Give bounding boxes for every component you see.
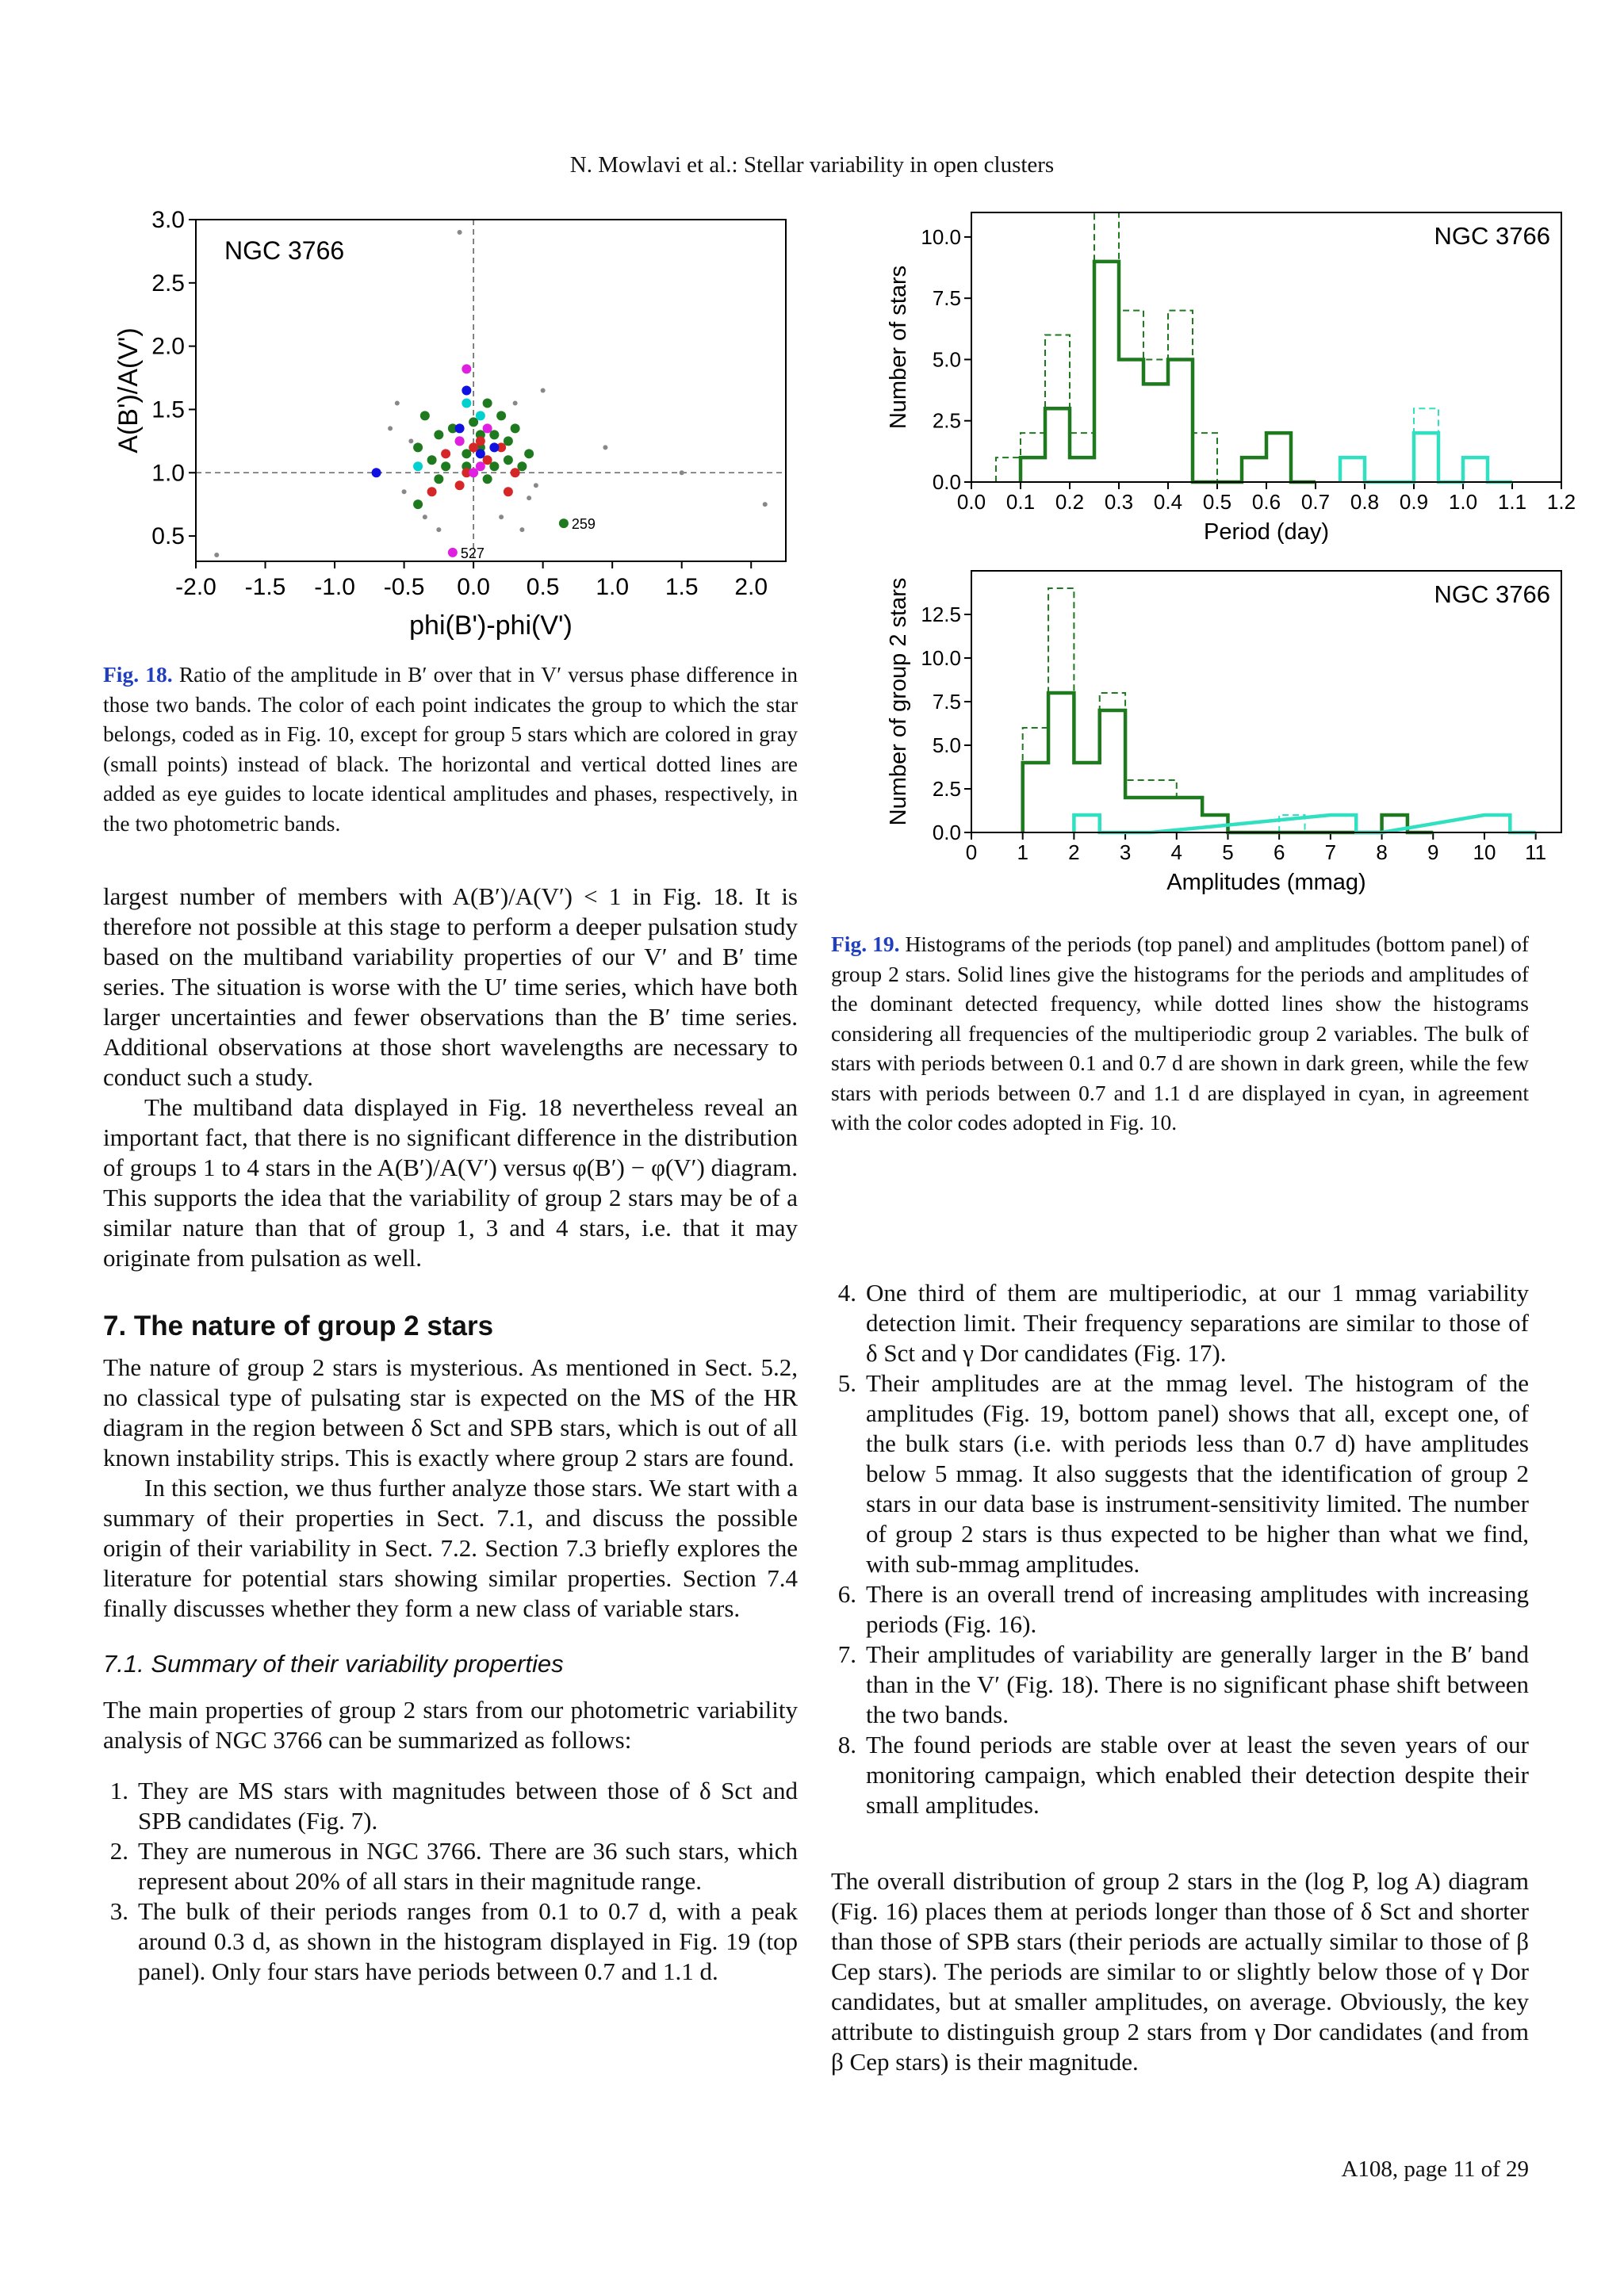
data-point-group-5 bbox=[423, 515, 427, 519]
x-tick-label: 1.5 bbox=[665, 574, 699, 600]
list-item: 1. They are MS stars with magnitudes between those of δ Sct and SPB candidates (Fig. 7). bbox=[109, 1777, 798, 1835]
properties-list-right bbox=[831, 1278, 1529, 1820]
data-point-group-1 bbox=[427, 455, 437, 465]
data-point-group-5 bbox=[395, 400, 400, 405]
bottom-panel-frame bbox=[971, 571, 1561, 832]
data-point-group-5 bbox=[603, 445, 607, 450]
fig18-scatter-plot bbox=[99, 202, 797, 646]
x-tick-label: 2.0 bbox=[734, 574, 768, 600]
x-tick-label: 9 bbox=[1427, 840, 1439, 864]
data-point-group-5 bbox=[763, 502, 768, 507]
bottom-panel-y-label: Number of group 2 stars bbox=[886, 577, 911, 826]
x-tick-label: 2 bbox=[1068, 840, 1080, 864]
data-point-group-1 bbox=[413, 499, 423, 509]
x-tick-label: 1 bbox=[1017, 840, 1028, 864]
data-point-group-1 bbox=[524, 449, 534, 458]
left-column bbox=[103, 882, 798, 1987]
data-point-group-2 bbox=[511, 468, 520, 477]
x-tick-label: 4 bbox=[1170, 840, 1183, 864]
data-point-group-4 bbox=[462, 364, 471, 373]
data-point-group-5 bbox=[458, 230, 462, 235]
list-item: 4. One third of them are multiperiodic, at our 1 mmag variability detection limit. Their frequency separations are similar to those of δ Sct and γ Dor candidates (Fig. 17). bbox=[837, 1279, 1529, 1367]
x-tick-label: 0.0 bbox=[457, 574, 490, 600]
data-point-group-5 bbox=[402, 489, 407, 494]
y-tick-label: 1.0 bbox=[151, 460, 185, 487]
x-tick-label: 0.2 bbox=[1055, 490, 1085, 514]
data-point-group-4 bbox=[448, 548, 458, 557]
x-tick-label: 0.0 bbox=[956, 490, 986, 514]
annotation-259: 259 bbox=[571, 516, 596, 533]
data-point-group-1 bbox=[559, 519, 569, 528]
x-tick-label: 0.1 bbox=[1005, 490, 1036, 514]
paragraph-summary: The main properties of group 2 stars from our photometric variability analysis of NGC 3766 can be summarized as follows: bbox=[103, 1696, 798, 1754]
data-point-group-4 bbox=[469, 468, 478, 477]
data-point-group-5 bbox=[513, 400, 518, 405]
data-point-group-1 bbox=[420, 411, 430, 420]
data-point-group-4 bbox=[455, 436, 465, 446]
histogram-dotted-green bbox=[1023, 588, 1434, 832]
paragraph-section-overview: In this section, we thus further analyze those stars. We start with a summary of their properties in Sect. 7.1, and discuss the possible origin of their variability in Sect. 7.2. Section 7.3 briefly explores the literature for potential stars showing similar properties. Section 7.4 finally discusses whether they form a new class of variable stars. bbox=[103, 1474, 798, 1622]
annotation-527: 527 bbox=[460, 545, 485, 561]
histogram-solid-cyan bbox=[1340, 433, 1512, 482]
x-axis-label: phi(B')-phi(V') bbox=[409, 610, 573, 641]
data-point-group-5 bbox=[527, 496, 531, 500]
bottom-panel-title: NGC 3766 bbox=[1434, 580, 1550, 608]
plot-frame bbox=[196, 220, 786, 561]
x-tick-label: 7 bbox=[1324, 840, 1337, 864]
data-point-group-1 bbox=[434, 474, 443, 484]
data-point-group-1 bbox=[483, 474, 492, 484]
y-tick-label: 2.5 bbox=[151, 270, 185, 297]
x-tick-label: 0.5 bbox=[1202, 490, 1232, 514]
x-tick-label: 10 bbox=[1473, 840, 1496, 864]
y-tick-label: 0.0 bbox=[932, 470, 961, 494]
data-point-group-2 bbox=[427, 487, 437, 496]
fig19-caption-label: Fig. 19. bbox=[831, 932, 900, 956]
data-point-group-2 bbox=[455, 480, 465, 490]
list-item: 3. The bulk of their periods ranges from 0.1 to 0.7 d, with a peak around 0.3 d, as shown in the histogram displayed in Fig. 19 (top panel). Only four stars have periods between 0.7 and 1.1 d. bbox=[109, 1897, 798, 1985]
y-tick-label: 5.0 bbox=[932, 733, 961, 757]
list-item: 6. There is an overall trend of increasing amplitudes with increasing periods (Fig. 16). bbox=[837, 1580, 1529, 1638]
paragraph-multiband: The multiband data displayed in Fig. 18 nevertheless reveal an important fact, that there is no significant difference in the distribution of groups 1 to 4 stars in the A(B′)/A(V′) versus φ(B′) − φ(V′) diagram. This supports the idea that the variability of group 2 stars may be of a similar nature than that of group 1, 3 and 4 stars, i.e. that it may originate from pulsation as well. bbox=[103, 1093, 798, 1272]
data-point-group-5 bbox=[519, 527, 524, 532]
x-tick-label: 0.9 bbox=[1399, 490, 1429, 514]
top-panel-x-label: Period (day) bbox=[1204, 519, 1329, 545]
list-item: 5. Their amplitudes are at the mmag level. The histogram of the amplitudes (Fig. 19, bottom panel) shows that all, except one, of the bulk stars (i.e. with periods less than 0.7 d) have amplitudes below 5 mmag. It also suggests that the identification of group 2 stars in our data base is instrument-sensitivity limited. The number of group 2 stars is thus expected to be higher than what we find, with sub-mmag amplitudes. bbox=[837, 1369, 1529, 1578]
data-point-group-1 bbox=[504, 455, 513, 465]
x-tick-label: -1.0 bbox=[314, 574, 355, 600]
x-tick-label: 0.5 bbox=[526, 574, 560, 600]
y-tick-label: 2.5 bbox=[932, 408, 961, 433]
y-tick-label: 3.0 bbox=[151, 207, 185, 233]
data-point-group-1 bbox=[496, 411, 506, 420]
data-point-group-4 bbox=[483, 423, 492, 433]
data-point-group-1 bbox=[441, 461, 450, 471]
x-tick-label: 0.3 bbox=[1104, 490, 1134, 514]
x-tick-label: 0.8 bbox=[1350, 490, 1380, 514]
y-tick-label: 2.5 bbox=[932, 777, 961, 801]
y-tick-label: 7.5 bbox=[932, 286, 961, 311]
data-point-group-5 bbox=[680, 470, 684, 475]
fig19-caption-text: Histograms of the periods (top panel) and amplitudes (bottom panel) of group 2 stars. Solid lines give the histograms for the periods and amplitudes of the dominant detected frequency, while dotted lines show the histograms considering all frequencies of the multiperiodic group 2 variables. The bulk of stars with periods between 0.1 and 0.7 d are shown in dark green, while the few stars with periods between 0.7 and 1.1 d are displayed in cyan, in agreement with the color codes adopted in Fig. 10. bbox=[831, 932, 1530, 1135]
x-tick-label: 0.7 bbox=[1300, 490, 1331, 514]
x-tick-label: 0.4 bbox=[1153, 490, 1183, 514]
page-footer: A108, page 11 of 29 bbox=[1341, 2156, 1529, 2182]
paragraph-nature: The nature of group 2 stars is mysterious. As mentioned in Sect. 5.2, no classical type of pulsating star is expected on the MS of the HR diagram in the region between δ Sct and SPB stars, which is out of all known instability strips. This is exactly where group 2 stars are found. bbox=[103, 1353, 798, 1471]
data-point-group-5 bbox=[499, 515, 504, 519]
data-point-group-1 bbox=[434, 430, 443, 439]
fig18-caption-label: Fig. 18. bbox=[103, 662, 173, 687]
data-point-group-3 bbox=[372, 468, 381, 477]
subsection-title: 7.1. Summary of their variability properties bbox=[103, 1650, 564, 1678]
data-point-group-1 bbox=[413, 442, 423, 452]
x-tick-label: 1.1 bbox=[1497, 490, 1527, 514]
fig19-caption bbox=[831, 929, 1529, 1138]
y-tick-label: 10.0 bbox=[921, 646, 961, 670]
list-item: 8. The found periods are stable over at least the seven years of our monitoring campaign, which enabled their detection despite their small amplitudes. bbox=[837, 1731, 1529, 1819]
y-tick-label: 0.0 bbox=[932, 821, 961, 844]
data-point-cyan bbox=[462, 398, 471, 408]
y-tick-label: 5.0 bbox=[932, 347, 961, 372]
data-point-group-5 bbox=[534, 483, 538, 488]
data-point-group-1 bbox=[511, 423, 520, 433]
x-tick-label: -1.5 bbox=[244, 574, 286, 600]
right-column bbox=[831, 1278, 1529, 2077]
top-panel-y-label: Number of stars bbox=[886, 265, 911, 430]
top-panel-title: NGC 3766 bbox=[1434, 222, 1550, 250]
properties-list-left bbox=[103, 1776, 798, 1987]
data-point-cyan bbox=[476, 411, 485, 420]
x-tick-label: 1.2 bbox=[1546, 490, 1576, 514]
data-point-group-5 bbox=[214, 553, 219, 557]
plot-title: NGC 3766 bbox=[224, 236, 345, 265]
histogram-solid-green bbox=[1023, 693, 1434, 832]
x-tick-label: -2.0 bbox=[175, 574, 216, 600]
x-tick-label: 1.0 bbox=[1448, 490, 1478, 514]
x-tick-label: 5 bbox=[1222, 840, 1234, 864]
y-tick-label: 7.5 bbox=[932, 690, 961, 714]
data-point-group-5 bbox=[541, 388, 546, 393]
x-tick-label: 8 bbox=[1376, 840, 1388, 864]
y-tick-label: 12.5 bbox=[921, 603, 961, 626]
x-tick-label: 1.0 bbox=[596, 574, 630, 600]
data-point-group-3 bbox=[489, 442, 499, 452]
data-point-group-3 bbox=[462, 386, 471, 396]
data-point-cyan bbox=[413, 461, 423, 471]
fig18-caption-text: Ratio of the amplitude in B′ over that in V′ versus phase difference in those two bands. The color of each point indicates the group to which the star belongs, coded as in Fig. 10, except for group 5 stars which are colored in gray (small points) instead of black. The horizontal and vertical dotted lines are added as eye guides to locate identical amplitudes and phases, respectively, in the two photometric bands. bbox=[103, 662, 798, 836]
bottom-panel-x-label: Amplitudes (mmag) bbox=[1166, 870, 1366, 895]
y-tick-label: 2.0 bbox=[151, 333, 185, 360]
y-tick-label: 10.0 bbox=[921, 224, 961, 249]
histogram-dotted-cyan bbox=[1389, 408, 1463, 482]
data-point-group-5 bbox=[388, 426, 393, 430]
running-title: N. Mowlavi et al.: Stellar variability in open clusters bbox=[569, 152, 1055, 178]
fig19-histograms bbox=[876, 202, 1576, 900]
x-tick-label: 6 bbox=[1273, 840, 1285, 864]
list-item: 2. They are numerous in NGC 3766. There are 36 such stars, which represent about 20% of all stars in their magnitude range. bbox=[109, 1837, 798, 1895]
data-point-group-1 bbox=[483, 398, 492, 408]
data-point-group-2 bbox=[441, 449, 450, 458]
y-tick-label: 0.5 bbox=[151, 523, 185, 550]
x-tick-label: 3 bbox=[1119, 840, 1132, 864]
section-title: 7. The nature of group 2 stars bbox=[103, 1311, 494, 1341]
y-axis-label: A(B')/A(V') bbox=[113, 327, 144, 453]
histogram-solid-green bbox=[1021, 262, 1316, 482]
x-tick-label: 0 bbox=[965, 840, 978, 864]
data-point-group-5 bbox=[436, 527, 441, 532]
list-item: 7. Their amplitudes of variability are generally larger in the B′ band than in the V′ (Fig. 18). There is no significant phase shift between the two bands. bbox=[837, 1640, 1529, 1728]
data-point-group-2 bbox=[504, 487, 513, 496]
y-tick-label: 1.5 bbox=[151, 396, 185, 423]
x-tick-label: -0.5 bbox=[383, 574, 425, 600]
data-point-group-3 bbox=[476, 449, 485, 458]
data-point-group-2 bbox=[476, 436, 485, 446]
x-tick-label: 0.6 bbox=[1251, 490, 1281, 514]
paragraph-continued: largest number of members with A(B′)/A(V′) < 1 in Fig. 18. It is therefore not possible at this stage to perform a deeper pulsation study based on the multiband variability properties of our V′ and B′ time series. The situation is worse with the U′ time series, which have both larger uncertainties and fewer observations than the B′ time series. Additional observations at those short wavelengths are necessary to conduct such a study. bbox=[103, 882, 798, 1091]
x-tick-label: 11 bbox=[1525, 840, 1547, 864]
data-point-group-5 bbox=[408, 438, 413, 443]
fig18-caption bbox=[103, 660, 798, 838]
data-point-group-3 bbox=[455, 423, 465, 433]
paragraph-overall: The overall distribution of group 2 stars in the (log P, log A) diagram (Fig. 16) places them at periods longer than those of δ Sct and shorter than those of SPB stars (their periods are actually similar to those of β Cep stars). The periods are similar to or slightly below those of γ Dor candidates, but at smaller amplitudes, on average. Obviously, the key attribute to distinguish group 2 stars from γ Dor candidates (and from β Cep stars) is their magnitude. bbox=[831, 1867, 1529, 2076]
